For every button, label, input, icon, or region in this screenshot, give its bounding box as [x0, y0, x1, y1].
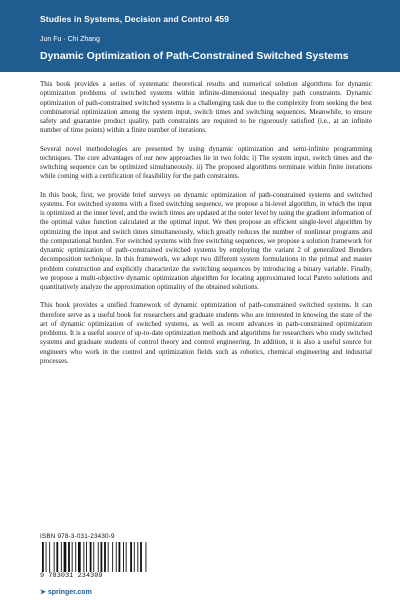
series-label: Studies in Systems, Decision and Control 459: [40, 14, 230, 24]
paragraph-1: This book provides a series of systematic theoretical results and numerical solution algorithms for dynamic optimization problems of switched systems within infinite-dimensional inequality path constraints. Dynamic optimization of path-constrained switched systems is a challenging task due to the complexity from seeking the best combinatorial optimization among the system input, switch times and switching sequences. Meanwhile, to ensure safety and guarantee product quality, path constraints are required to be rigorously satisfied (i.e., at an infinite number of time points) within a finite number of iterations.: [40, 80, 372, 135]
description-text: [40, 80, 372, 375]
paragraph-3: In this book, first, we provide brief surveys on dynamic optimization of path-constrained systems and switched systems. For switched systems with a fixed switching sequence, we propose a bi-level algorithm, in which the input is optimized at the inner level, and the switch times are updated at the outer level by using the gradient information of the optimal value function calculated at the optimal input. We then propose an efficient single-level algorithm by optimizing the input and switch times simultaneously, which greatly reduces the number of nonlinear programs and the computational burden. For switched systems with free switching sequences, we propose a solution framework for dynamic optimization of path-constrained switched systems by employing the variant 2 of generalized Benders decomposition technique. In this framework, we adopt two different system formulations in the primal and master problem construction and explicitly characterize the switching sequences by introducing a binary variable. Finally, we propose a multi-objective dynamic optimization algorithm for locating approximated local Pareto solutions and quantitatively analyze the approximation optimality of the obtained solutions.: [40, 190, 372, 291]
barcode-bars: [40, 542, 152, 572]
cover-header: [0, 0, 400, 72]
barcode-digits: 9 783031 234309: [40, 572, 103, 580]
arrow-icon: ➤: [40, 589, 46, 596]
barcode: [40, 533, 152, 581]
authors: Jun Fu · Chi Zhang: [40, 36, 100, 43]
website-label: springer.com: [47, 589, 92, 596]
book-title: Dynamic Optimization of Path-Constrained Switched Systems: [40, 50, 349, 62]
paragraph-2: Several novel methodologies are presented by using dynamic optimization and semi-infinite programming techniques. The core advantages of our new approaches lie in two folds: i) The system input, switch times and the switching sequence can be optimized simultaneously. ii) The proposed algorithms terminate within finite iterations while coming with a certification of feasibility for the path constraints.: [40, 144, 372, 181]
springer-link[interactable]: [40, 588, 92, 596]
isbn-label: ISBN 978-3-031-23430-9: [40, 533, 115, 540]
paragraph-4: This book provides a unified framework of dynamic optimization of path-constrained switched systems. It can therefore serve as a useful book for researchers and graduate students who are interested in knowing the state of the art of dynamic optimization of switched systems, as well as recent advances in path-constrained optimization problems. It is a useful source of up-to-date optimization methods and algorithms for researchers who study switched systems and graduate students of control theory and control engineering. In addition, it is also a useful source for engineers who work in the control and optimization fields such as robotics, chemical engineering and industrial processes.: [40, 301, 372, 365]
